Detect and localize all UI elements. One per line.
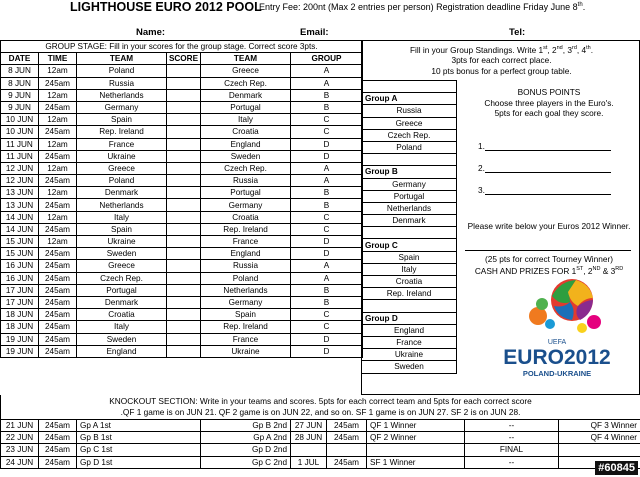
- standing-team[interactable]: England: [362, 324, 457, 336]
- match-time: 245am: [39, 321, 77, 333]
- ko-time-2: 245am: [327, 420, 367, 432]
- column-header: TIME: [39, 53, 77, 65]
- ko-team-4[interactable]: QF 4 Winner: [559, 432, 640, 444]
- match-row: [1, 284, 363, 296]
- away-team: Ukraine: [201, 345, 291, 357]
- standing-row: [362, 349, 457, 361]
- knockout-row: [1, 420, 640, 432]
- standing-row: [362, 129, 457, 141]
- match-time: 12am: [39, 162, 77, 174]
- standing-team[interactable]: Italy: [362, 263, 457, 275]
- away-team: Netherlands: [201, 284, 291, 296]
- ko-date-2: 28 JUN: [291, 432, 327, 444]
- group-stage-instructions: GROUP STAGE: Fill in your scores for the group stage. Correct score 3pts.: [1, 41, 363, 53]
- match-date: 19 JUN: [1, 345, 39, 357]
- knockout-row: [1, 444, 640, 456]
- ko-team-1[interactable]: Gp B 1st: [77, 432, 201, 444]
- group-heading-row: [362, 312, 457, 324]
- away-team: Italy: [201, 114, 291, 126]
- ko-date-2: 1 JUL: [291, 456, 327, 468]
- match-time: 12am: [39, 89, 77, 101]
- email-label: Email:: [300, 27, 329, 38]
- away-team: Russia: [201, 260, 291, 272]
- ko-team-1[interactable]: Gp A 1st: [77, 420, 201, 432]
- name-label: Name:: [136, 27, 166, 38]
- home-team: Rep. Ireland: [77, 126, 167, 138]
- match-row: [1, 236, 363, 248]
- home-team: Greece: [77, 162, 167, 174]
- standing-row: [362, 117, 457, 129]
- match-row: [1, 150, 363, 162]
- away-team: Germany: [201, 199, 291, 211]
- group-letter: B: [291, 284, 363, 296]
- standing-team[interactable]: France: [362, 336, 457, 348]
- ko-team-4[interactable]: QF 3 Winner: [559, 420, 640, 432]
- group-heading-row: [362, 166, 457, 178]
- score-input[interactable]: [167, 223, 201, 235]
- ko-time-2: [327, 444, 367, 456]
- score-input[interactable]: [167, 260, 201, 272]
- away-team: Poland: [201, 272, 291, 284]
- group-letter: A: [291, 272, 363, 284]
- bonus-player-2[interactable]: 2.: [478, 163, 611, 173]
- score-input[interactable]: [167, 211, 201, 223]
- standings-spacer: [362, 81, 457, 93]
- tel-label: Tel:: [509, 27, 526, 38]
- match-time: 245am: [39, 284, 77, 296]
- away-team: Rep. Ireland: [201, 223, 291, 235]
- score-input[interactable]: [167, 150, 201, 162]
- group-letter: D: [291, 236, 363, 248]
- standing-team[interactable]: Russia: [362, 105, 457, 117]
- score-input[interactable]: [167, 236, 201, 248]
- match-time: 12am: [39, 65, 77, 77]
- standing-team[interactable]: Czech Rep.: [362, 129, 457, 141]
- ko-date: 21 JUN: [1, 420, 39, 432]
- group-letter: A: [291, 162, 363, 174]
- home-team: Czech Rep.: [77, 272, 167, 284]
- match-date: 13 JUN: [1, 199, 39, 211]
- group-letter: A: [291, 77, 363, 89]
- group-letter: D: [291, 138, 363, 150]
- group-letter: A: [291, 65, 363, 77]
- match-time: 245am: [39, 199, 77, 211]
- bonus-line-2: 5pts for each goal they score.: [494, 108, 604, 118]
- standing-team[interactable]: Croatia: [362, 276, 457, 288]
- match-row: [1, 114, 363, 126]
- match-row: [1, 162, 363, 174]
- home-team: Sweden: [77, 333, 167, 345]
- ko-separator: --: [465, 432, 559, 444]
- home-team: Italy: [77, 321, 167, 333]
- pool-title: LIGHTHOUSE EURO 2012 POOL: [70, 0, 262, 14]
- standing-row: [362, 202, 457, 214]
- ko-team-1[interactable]: Gp C 1st: [77, 444, 201, 456]
- match-time: 12am: [39, 114, 77, 126]
- column-header: TEAM: [77, 53, 167, 65]
- group-letter: C: [291, 126, 363, 138]
- away-team: Russia: [201, 175, 291, 187]
- standing-team[interactable]: Rep. Ireland: [362, 288, 457, 300]
- score-input[interactable]: [167, 187, 201, 199]
- group-letter: D: [291, 248, 363, 260]
- group-letter: B: [291, 89, 363, 101]
- home-team: England: [77, 345, 167, 357]
- match-row: [1, 211, 363, 223]
- score-input[interactable]: [167, 101, 201, 113]
- group-letter: C: [291, 114, 363, 126]
- bonus-player-1[interactable]: 1.: [478, 141, 611, 151]
- knockout-row: [1, 432, 640, 444]
- away-team: England: [201, 138, 291, 150]
- standings-spacer: [362, 227, 457, 239]
- ko-time: 245am: [39, 456, 77, 468]
- standing-row: [362, 361, 457, 373]
- group-stage-header-row: [1, 53, 363, 65]
- match-date: 18 JUN: [1, 309, 39, 321]
- match-date: 8 JUN: [1, 77, 39, 89]
- standing-row: [362, 178, 457, 190]
- ko-time-2: 245am: [327, 456, 367, 468]
- match-row: [1, 77, 363, 89]
- group-heading-row: [362, 239, 457, 251]
- match-date: 17 JUN: [1, 296, 39, 308]
- match-time: 245am: [39, 260, 77, 272]
- match-time: 245am: [39, 175, 77, 187]
- away-team: Czech Rep.: [201, 77, 291, 89]
- away-team: Greece: [201, 65, 291, 77]
- home-team: France: [77, 138, 167, 150]
- standing-row: [362, 215, 457, 227]
- match-row: [1, 65, 363, 77]
- match-date: 19 JUN: [1, 333, 39, 345]
- standing-team[interactable]: Spain: [362, 251, 457, 263]
- match-time: 245am: [39, 150, 77, 162]
- home-team: Spain: [77, 114, 167, 126]
- match-date: 14 JUN: [1, 211, 39, 223]
- match-row: [1, 175, 363, 187]
- match-time: 245am: [39, 77, 77, 89]
- match-time: 12am: [39, 138, 77, 150]
- match-time: 245am: [39, 333, 77, 345]
- entry-fee-text: Entry Fee: 200nt (Max 2 entries per person) Registration deadline Friday June 8th.: [259, 2, 586, 12]
- group-letter: C: [291, 211, 363, 223]
- euro-2012-wordmark: EURO2012: [503, 346, 611, 369]
- match-date: 14 JUN: [1, 223, 39, 235]
- away-team: Czech Rep.: [201, 162, 291, 174]
- match-time: 245am: [39, 248, 77, 260]
- bonus-title: BONUS POINTS: [517, 87, 581, 97]
- knockout-table: [0, 419, 640, 469]
- euro-2012-logo: [502, 276, 612, 384]
- away-team: Portugal: [201, 101, 291, 113]
- away-team: England: [201, 248, 291, 260]
- home-team: Netherlands: [77, 89, 167, 101]
- standing-row: [362, 251, 457, 263]
- match-date: 10 JUN: [1, 126, 39, 138]
- stamp-number: #60845: [595, 461, 638, 475]
- score-input[interactable]: [167, 321, 201, 333]
- home-team: Portugal: [77, 284, 167, 296]
- score-input[interactable]: [167, 309, 201, 321]
- spacer-cell: [362, 154, 457, 166]
- ko-date-2: [291, 444, 327, 456]
- standing-team[interactable]: Ukraine: [362, 349, 457, 361]
- home-team: Croatia: [77, 309, 167, 321]
- away-team: Denmark: [201, 89, 291, 101]
- away-team: France: [201, 236, 291, 248]
- group-heading-row: [362, 93, 457, 105]
- group-heading: Group D: [362, 312, 457, 324]
- home-team: Germany: [77, 101, 167, 113]
- score-input[interactable]: [167, 89, 201, 101]
- standing-team[interactable]: Denmark: [362, 215, 457, 227]
- standing-row: [362, 263, 457, 275]
- score-input[interactable]: [167, 272, 201, 284]
- match-date: 9 JUN: [1, 101, 39, 113]
- group-letter: A: [291, 260, 363, 272]
- score-input[interactable]: [167, 114, 201, 126]
- score-input[interactable]: [167, 65, 201, 77]
- home-team: Poland: [77, 65, 167, 77]
- group-letter: C: [291, 309, 363, 321]
- standing-row: [362, 336, 457, 348]
- ko-team-2[interactable]: Gp A 2nd: [201, 432, 291, 444]
- score-input[interactable]: [167, 248, 201, 260]
- match-row: [1, 321, 363, 333]
- standing-row: [362, 324, 457, 336]
- home-team: Spain: [77, 223, 167, 235]
- ko-date-2: 27 JUN: [291, 420, 327, 432]
- match-row: [1, 101, 363, 113]
- home-team: Sweden: [77, 248, 167, 260]
- standing-team[interactable]: Portugal: [362, 190, 457, 202]
- match-date: 17 JUN: [1, 284, 39, 296]
- match-row: [1, 260, 363, 272]
- group-stage-table: [0, 40, 363, 358]
- group-heading: Group C: [362, 239, 457, 251]
- group-letter: C: [291, 321, 363, 333]
- ko-team-3[interactable]: SF 1 Winner: [367, 456, 465, 468]
- match-date: 16 JUN: [1, 260, 39, 272]
- ko-team-3[interactable]: QF 1 Winner: [367, 420, 465, 432]
- match-time: 245am: [39, 101, 77, 113]
- score-input[interactable]: [167, 284, 201, 296]
- match-date: 8 JUN: [1, 65, 39, 77]
- group-letter: D: [291, 333, 363, 345]
- match-row: [1, 126, 363, 138]
- score-input[interactable]: [167, 333, 201, 345]
- ko-team-2[interactable]: Gp B 2nd: [201, 420, 291, 432]
- page-header: [0, 0, 640, 14]
- match-row: [1, 333, 363, 345]
- score-input[interactable]: [167, 345, 201, 357]
- ko-team-4[interactable]: [559, 444, 640, 456]
- ko-team-2[interactable]: Gp D 2nd: [201, 444, 291, 456]
- home-team: Denmark: [77, 187, 167, 199]
- match-time: 12am: [39, 211, 77, 223]
- ko-team-1[interactable]: Gp D 1st: [77, 456, 201, 468]
- ball-icon: [529, 279, 601, 333]
- match-time: 12am: [39, 236, 77, 248]
- match-date: 18 JUN: [1, 321, 39, 333]
- score-input[interactable]: [167, 199, 201, 211]
- match-time: 245am: [39, 223, 77, 235]
- group-letter: D: [291, 345, 363, 357]
- knockout-instructions: KNOCKOUT SECTION: Write in your teams and scores. 5pts for each correct team and 5pts for each correct score .QF 1 game is on JUN 21. QF 2 game is on JUN 22, and so on. SF 1 game is on JUN 27. SF 2 is on JUN 28.: [0, 395, 640, 419]
- ko-date: 22 JUN: [1, 432, 39, 444]
- host-nations-text: POLAND-UKRAINE: [522, 369, 592, 378]
- match-date: 15 JUN: [1, 236, 39, 248]
- match-date: 9 JUN: [1, 89, 39, 101]
- match-time: 245am: [39, 272, 77, 284]
- ko-team-2[interactable]: Gp C 2nd: [201, 456, 291, 468]
- match-date: 13 JUN: [1, 187, 39, 199]
- group-letter: B: [291, 296, 363, 308]
- spacer-cell: [362, 81, 457, 93]
- match-row: [1, 199, 363, 211]
- away-team: Spain: [201, 309, 291, 321]
- home-team: Greece: [77, 260, 167, 272]
- group-letter: D: [291, 150, 363, 162]
- spacer-cell: [362, 300, 457, 312]
- match-row: [1, 272, 363, 284]
- ko-time: 245am: [39, 432, 77, 444]
- standing-row: [362, 105, 457, 117]
- ko-time: 245am: [39, 444, 77, 456]
- match-date: 11 JUN: [1, 150, 39, 162]
- group-letter: B: [291, 199, 363, 211]
- ko-separator: --: [465, 456, 559, 468]
- away-team: Rep. Ireland: [201, 321, 291, 333]
- column-header: TEAM: [201, 53, 291, 65]
- away-team: France: [201, 333, 291, 345]
- standings-spacer: [362, 300, 457, 312]
- match-date: 11 JUN: [1, 138, 39, 150]
- standing-team[interactable]: Sweden: [362, 361, 457, 373]
- match-row: [1, 296, 363, 308]
- match-date: 10 JUN: [1, 114, 39, 126]
- match-date: 15 JUN: [1, 248, 39, 260]
- group-letter: C: [291, 223, 363, 235]
- score-input[interactable]: [167, 77, 201, 89]
- standing-team[interactable]: Germany: [362, 178, 457, 190]
- match-row: [1, 89, 363, 101]
- standing-team[interactable]: Netherlands: [362, 202, 457, 214]
- score-input[interactable]: [167, 296, 201, 308]
- ko-date: 24 JUN: [1, 456, 39, 468]
- match-row: [1, 248, 363, 260]
- winner-input-line[interactable]: [465, 250, 631, 251]
- match-time: 245am: [39, 296, 77, 308]
- standing-team[interactable]: Greece: [362, 117, 457, 129]
- knockout-row: [1, 456, 640, 468]
- score-input[interactable]: [167, 138, 201, 150]
- match-date: 16 JUN: [1, 272, 39, 284]
- match-date: 12 JUN: [1, 162, 39, 174]
- winner-prompt: Please write below your Euros 2012 Winner.: [467, 221, 631, 231]
- match-date: 12 JUN: [1, 175, 39, 187]
- ko-date: 23 JUN: [1, 444, 39, 456]
- ko-team-3[interactable]: [367, 444, 465, 456]
- away-team: Croatia: [201, 126, 291, 138]
- match-time: 12am: [39, 187, 77, 199]
- uefa-logo-text: UEFA: [547, 339, 567, 346]
- home-team: Denmark: [77, 296, 167, 308]
- away-team: Croatia: [201, 211, 291, 223]
- standing-row: [362, 276, 457, 288]
- match-row: [1, 138, 363, 150]
- group-letter: B: [291, 101, 363, 113]
- group-letter: B: [291, 187, 363, 199]
- match-row: [1, 187, 363, 199]
- ko-time-2: 245am: [327, 432, 367, 444]
- home-team: Poland: [77, 175, 167, 187]
- prizes-text: (25 pts for correct Tourney Winner) CASH AND PRIZES FOR 1ST, 2ND & 3RD: [474, 254, 624, 276]
- column-header: SCORE: [167, 53, 201, 65]
- group-standings-table: [361, 80, 457, 374]
- home-team: Italy: [77, 211, 167, 223]
- score-input[interactable]: [167, 126, 201, 138]
- ko-separator: FINAL: [465, 444, 559, 456]
- ko-team-3[interactable]: QF 2 Winner: [367, 432, 465, 444]
- group-heading: Group B: [362, 166, 457, 178]
- match-time: 245am: [39, 309, 77, 321]
- home-team: Ukraine: [77, 236, 167, 248]
- column-header: DATE: [1, 53, 39, 65]
- away-team: Sweden: [201, 150, 291, 162]
- standing-team[interactable]: Poland: [362, 141, 457, 153]
- home-team: Ukraine: [77, 150, 167, 162]
- score-input[interactable]: [167, 162, 201, 174]
- column-header: GROUP: [291, 53, 363, 65]
- match-row: [1, 309, 363, 321]
- away-team: Portugal: [201, 187, 291, 199]
- standings-instructions: Fill in your Group Standings. Write 1st, 2nd, 3rd, 4th. 3pts for each correct place. 10 pts bonus for a perfect group table.: [409, 44, 594, 76]
- bonus-player-3[interactable]: 3.: [478, 185, 611, 195]
- match-row: [1, 223, 363, 235]
- spacer-cell: [362, 227, 457, 239]
- match-time: 245am: [39, 345, 77, 357]
- bonus-points-section: [457, 87, 640, 119]
- home-team: Russia: [77, 77, 167, 89]
- standing-row: [362, 288, 457, 300]
- group-heading: Group A: [362, 93, 457, 105]
- ko-separator: --: [465, 420, 559, 432]
- home-team: Netherlands: [77, 199, 167, 211]
- group-letter: A: [291, 175, 363, 187]
- bonus-line-1: Choose three players in the Euro's.: [484, 97, 614, 108]
- standing-row: [362, 141, 457, 153]
- match-time: 245am: [39, 126, 77, 138]
- standing-row: [362, 190, 457, 202]
- ko-time: 245am: [39, 420, 77, 432]
- standings-spacer: [362, 154, 457, 166]
- away-team: Germany: [201, 296, 291, 308]
- score-input[interactable]: [167, 175, 201, 187]
- match-row: [1, 345, 363, 357]
